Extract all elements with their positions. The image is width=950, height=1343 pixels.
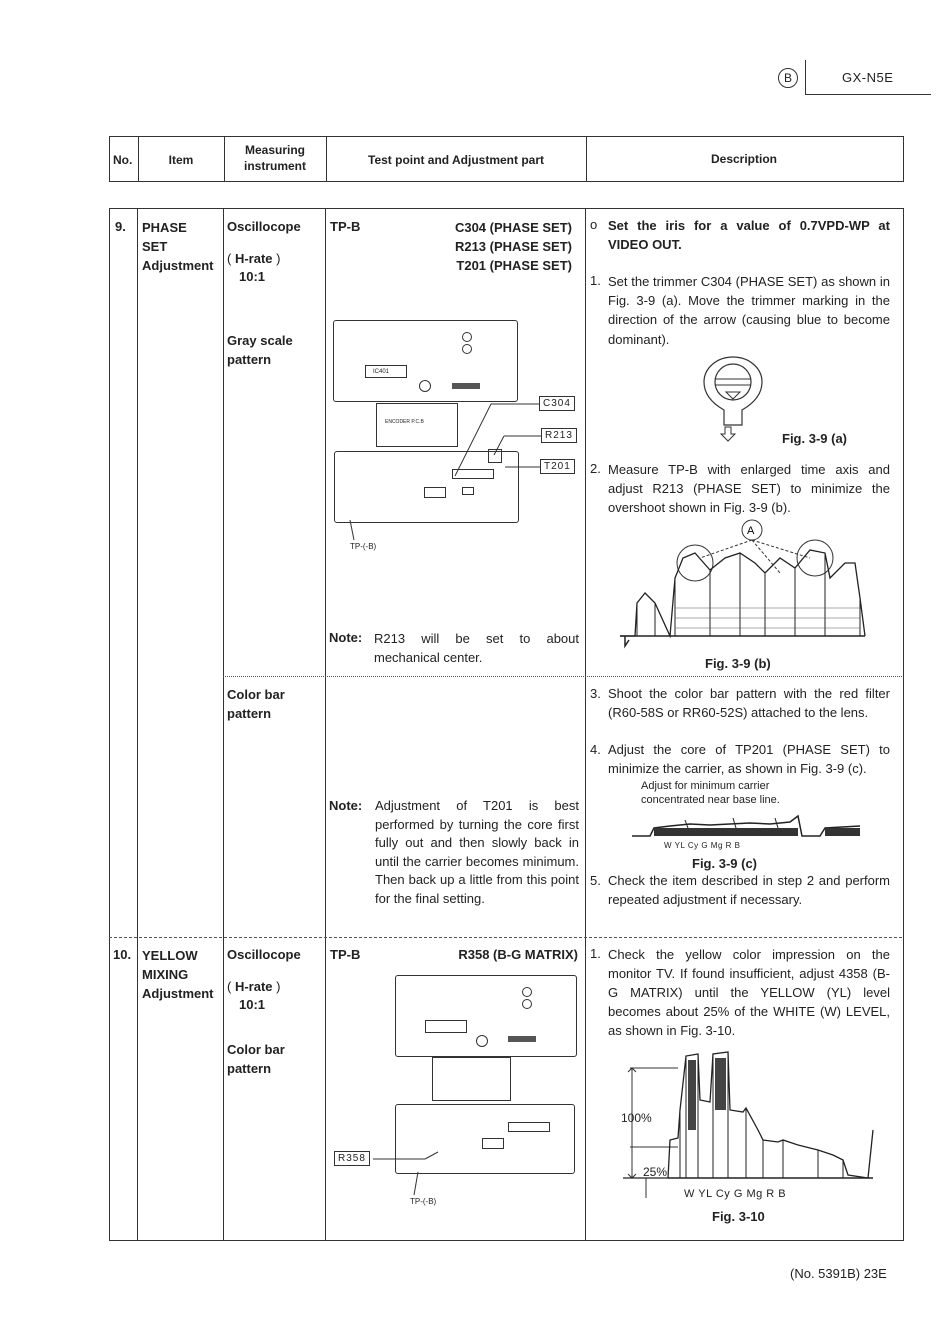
step3-number: 3. xyxy=(590,686,601,701)
section-badge: B xyxy=(778,68,798,88)
row9-parts: C304 (PHASE SET) R213 (PHASE SET) T201 (PHASE SET) xyxy=(454,220,572,273)
row10-step1-text: Check the yellow color impression on the monitor TV. If found insufficient, adjust 4358 (B-G MATRIX) until the YELLOW (YL) level becomes about 25% of the WHITE (W) LEVEL, as shown in Fig. 3-10. xyxy=(608,947,890,1038)
t201-callout: T201 xyxy=(540,459,575,474)
fig-3-9c-note: Adjust for minimum carrier concentrated near base line. xyxy=(641,780,780,806)
step1-number: 1. xyxy=(590,273,601,288)
row9-instrument: Oscillocope ( H-rate ) 10:1 xyxy=(227,219,301,284)
step5-number: 5. xyxy=(590,873,601,888)
header-testpoint: Test point and Adjustment part xyxy=(368,153,544,167)
row9-pattern-colorbar: Color bar pattern xyxy=(227,687,285,721)
svg-text:A: A xyxy=(747,525,755,537)
header-item: Item xyxy=(168,153,194,167)
row9-number: 9. xyxy=(115,219,126,234)
row9-pattern-gray: Gray scale pattern xyxy=(227,333,293,367)
fig-3-9c-caption: Fig. 3-9 (c) xyxy=(692,856,758,871)
row10-step1-number: 1. xyxy=(590,946,601,961)
row10-number: 10. xyxy=(113,947,132,962)
tp-b-pin-label-2: TP-(-B) xyxy=(410,1197,437,1206)
step1-text: Set the trimmer C304 (PHASE SET) as shown in Fig. 3-9 (a). Move the trimmer marking in the direction of the arrow (causing blue to become dominant). xyxy=(608,274,890,347)
fig-3-10-caption: Fig. 3-10 xyxy=(712,1209,765,1224)
c304-callout: C304 xyxy=(539,396,575,411)
fig-3-9a-caption: Fig. 3-9 (a) xyxy=(782,431,848,446)
iris-bullet: o xyxy=(590,217,598,232)
fig-3-10-100-label: 100% xyxy=(621,1111,652,1125)
ic-label: IC401 xyxy=(373,369,390,375)
row10-part: R358 (B-G MATRIX) xyxy=(458,947,578,962)
step4-text: Adjust the core of TP201 (PHASE SET) to minimize the carrier, as shown in Fig. 3-9 (c). xyxy=(608,742,890,776)
step2-number: 2. xyxy=(590,461,601,476)
r213-callout: R213 xyxy=(541,428,577,443)
tp-b-pin-label: TP-(-B) xyxy=(350,542,377,551)
fig-3-10-25-label: 25% xyxy=(643,1165,668,1179)
step2-text: Measure TP-B with enlarged time axis and adjust R213 (PHASE SET) to minimize the overshoot shown in Fig. 3-9 (b). xyxy=(608,462,890,515)
row10-item: YELLOW MIXING Adjustment xyxy=(142,948,214,1001)
step3-text: Shoot the color bar pattern with the red filter (R60-58S or RR60-52S) attached to the lens. xyxy=(608,686,890,720)
fig-3-9c-axis: W YL Cy G Mg R B xyxy=(664,841,741,850)
row10-testpoint: TP-B xyxy=(330,947,361,962)
iris-instruction: Set the iris for a value of 0.7VPD-WP at VIDEO OUT. xyxy=(608,218,890,252)
row9-item: PHASE SET Adjustment xyxy=(142,220,214,273)
row10-instrument: Oscillocope ( H-rate ) 10:1 xyxy=(227,947,301,1012)
row10-pattern: Color bar pattern xyxy=(227,1042,285,1076)
header-description: Description xyxy=(710,152,777,166)
model-number: GX-N5E xyxy=(842,70,894,85)
step4-number: 4. xyxy=(590,742,601,757)
row9-testpoint: TP-B xyxy=(330,219,361,234)
r358-callout: R358 xyxy=(334,1151,370,1166)
fig-3-9b-caption: Fig. 3-9 (b) xyxy=(705,656,771,671)
header-instrument: Measuring instrument xyxy=(243,143,306,173)
step5-text: Check the item described in step 2 and perform repeated adjustment if necessary. xyxy=(608,873,890,907)
page-footer: (No. 5391B) 23E xyxy=(790,1266,887,1281)
fig-3-10-axis: W YL Cy G Mg R B xyxy=(684,1188,787,1200)
header-no: No. xyxy=(113,153,133,167)
